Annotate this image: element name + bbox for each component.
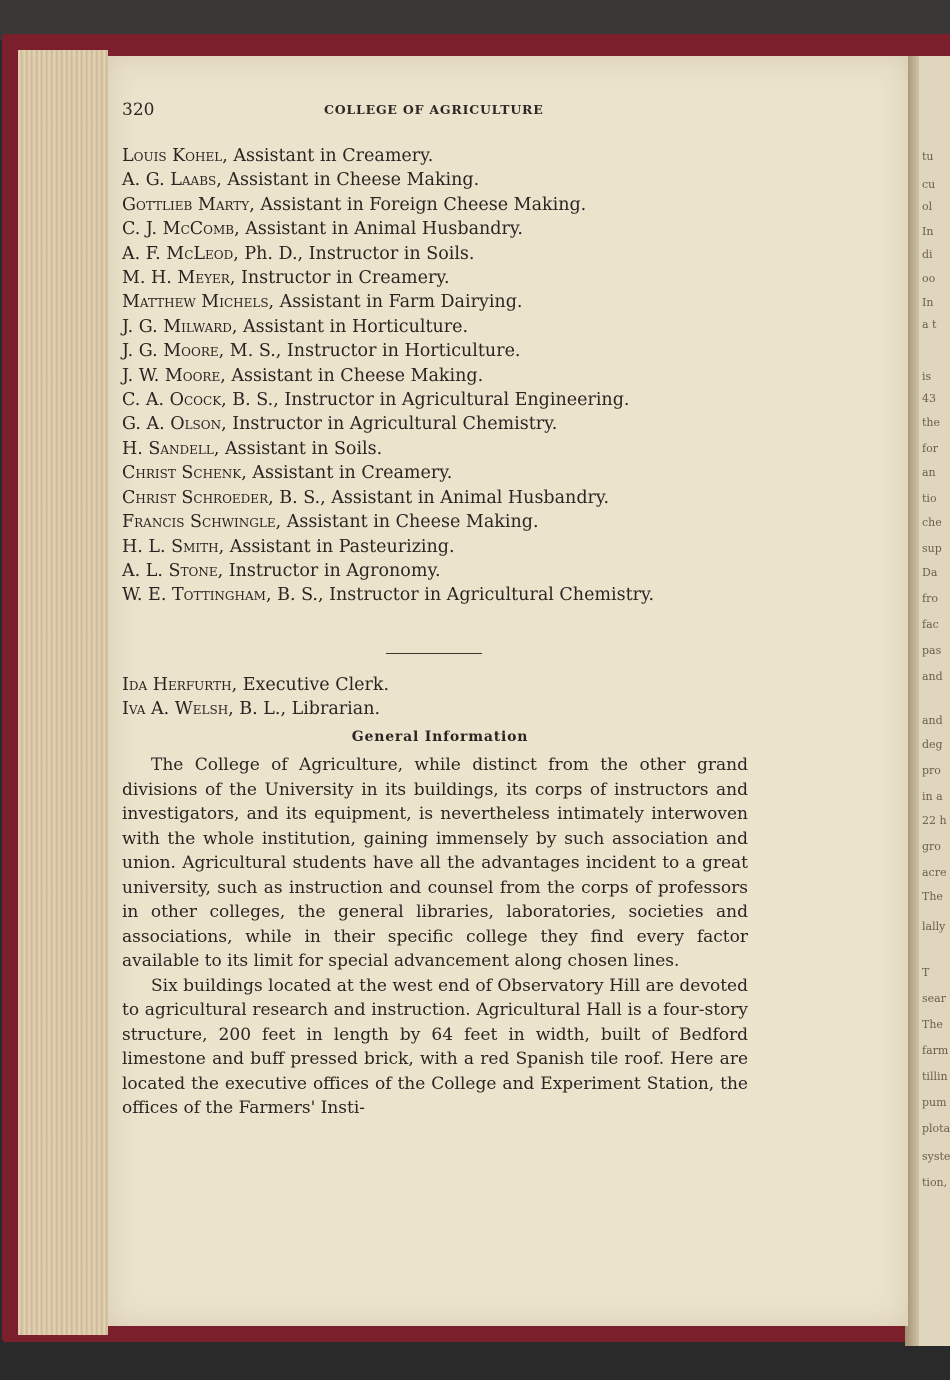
staff-list	[122, 144, 762, 608]
person-title: , Ph. D., Instructor in Soils.	[233, 243, 475, 264]
person-name: C. A. Ocock	[122, 390, 222, 411]
person-name: H. Sandell	[122, 438, 214, 459]
facing-page-fragment: syste	[922, 1150, 950, 1163]
facing-page-fragment: fac	[922, 618, 939, 631]
staff-entry	[122, 388, 762, 412]
person-title: , Assistant in Pasteurizing.	[218, 536, 455, 557]
facing-page-fragment: cu	[922, 178, 936, 191]
facing-page	[919, 56, 950, 1346]
staff-entry	[122, 364, 762, 388]
person-name: Christ Schroeder	[122, 487, 269, 508]
person-name: Louis Kohel	[122, 146, 223, 166]
person-name: J. W. Moore	[122, 365, 221, 386]
person-title: , B. S., Instructor in Agricultural Engineering.	[221, 390, 630, 411]
facing-page-fragment: The	[922, 1018, 943, 1031]
person-title: , Executive Clerk.	[231, 675, 390, 695]
facing-page-fragment: 43	[922, 392, 936, 405]
person-name: M. H. Meyer	[122, 268, 230, 289]
page-number: 320	[122, 100, 155, 120]
facing-page-fragment: Da	[922, 566, 938, 579]
person-name: A. L. Stone	[122, 560, 218, 581]
facing-page-fragment: The	[922, 890, 943, 903]
staff-entry	[122, 266, 762, 290]
staff-entry	[122, 535, 762, 559]
person-title: , Assistant in Horticulture.	[231, 316, 469, 337]
person-title: , B. S., Instructor in Agricultural Chemistry.	[265, 585, 655, 606]
page-edges-left	[18, 50, 108, 1335]
staff-entry	[122, 242, 762, 266]
person-name: Christ Schenk	[122, 463, 242, 484]
staff-entry	[122, 583, 762, 607]
person-title: , Assistant in Cheese Making.	[216, 170, 480, 191]
person-title: , Instructor in Agronomy.	[217, 560, 441, 581]
staff-entry	[122, 217, 762, 241]
facing-page-fragment: In	[922, 225, 934, 238]
facing-page-fragment: di	[922, 248, 933, 261]
person-title: , Assistant in Creamery.	[222, 146, 434, 166]
person-name: J. G. Milward	[122, 316, 232, 337]
person-name: J. G. Moore	[122, 341, 219, 362]
person-name: A. G. Laabs	[122, 170, 217, 191]
staff-entry	[122, 315, 762, 339]
staff-entry	[122, 461, 762, 485]
staff-entry	[122, 697, 389, 721]
staff-entry	[122, 144, 762, 168]
staff-entry	[122, 486, 762, 510]
person-name: Francis Schwingle	[122, 512, 276, 533]
staff-entry	[122, 339, 762, 363]
person-title: , Assistant in Foreign Cheese Making.	[249, 194, 587, 215]
facing-page-fragment: deg	[922, 738, 943, 751]
staff-entry	[122, 290, 762, 314]
facing-page-fragment: tion,	[922, 1176, 948, 1189]
person-name: Gottlieb Marty	[122, 194, 250, 215]
person-name: Ida Herfurth	[122, 675, 232, 695]
facing-page-fragment: sup	[922, 542, 942, 555]
facing-page-fragment: tio	[922, 492, 937, 505]
facing-page-fragment: acre	[922, 866, 947, 879]
body-text	[122, 753, 748, 1121]
person-title: , Assistant in Soils.	[213, 438, 383, 459]
person-name: G. A. Olson	[122, 414, 222, 435]
facing-page-fragment: In	[922, 296, 934, 309]
facing-page-fragment: fro	[922, 592, 938, 605]
person-name: C. J. McComb	[122, 219, 235, 240]
section-title: General Information	[351, 729, 529, 745]
facing-page-fragment: 22 h	[922, 814, 947, 827]
person-title: , Assistant in Farm Dairying.	[268, 292, 523, 313]
running-title: COLLEGE OF AGRICULTURE	[324, 102, 544, 117]
person-title: , Instructor in Agricultural Chemistry.	[221, 414, 558, 435]
person-title: , Assistant in Animal Husbandry.	[234, 219, 523, 240]
facing-page-fragment: for	[922, 442, 938, 455]
staff-entry	[122, 673, 389, 697]
clerk-list	[122, 673, 389, 722]
facing-page-fragment: ol	[922, 200, 933, 213]
person-title: , Assistant in Creamery.	[241, 463, 453, 484]
person-title: , M. S., Instructor in Horticulture.	[218, 341, 521, 362]
person-name: Iva A. Welsh	[122, 699, 229, 720]
facing-page-fragment: an	[922, 466, 936, 479]
facing-page-fragment: T	[922, 966, 930, 979]
person-title: , Instructor in Creamery.	[229, 268, 450, 289]
person-name: A. F. McLeod	[122, 243, 234, 264]
facing-page-fragment: pum	[922, 1096, 947, 1109]
facing-page-fragment: and	[922, 714, 943, 727]
facing-page-fragment: oo	[922, 272, 936, 285]
facing-page-fragment: che	[922, 516, 942, 529]
facing-page-fragment: tillin	[922, 1070, 948, 1083]
facing-page-fragment: in a	[922, 790, 943, 803]
staff-entry	[122, 559, 762, 583]
person-name: W. E. Tottingham	[122, 585, 266, 606]
person-name: Matthew Michels	[122, 292, 269, 313]
person-name: H. L. Smith	[122, 536, 219, 557]
facing-page-fragment: a t	[922, 318, 937, 331]
facing-page-fragment: sear	[922, 992, 946, 1005]
facing-page-fragment: tu	[922, 150, 934, 163]
person-title: , B. S., Assistant in Animal Husbandry.	[268, 487, 610, 508]
staff-entry	[122, 412, 762, 436]
divider-rule	[386, 653, 482, 654]
facing-page-fragment: farm	[922, 1044, 949, 1057]
facing-page-fragment: is	[922, 370, 932, 383]
facing-page-fragment: and	[922, 670, 943, 683]
staff-entry	[122, 437, 762, 461]
facing-page-fragment: gro	[922, 840, 941, 853]
staff-entry	[122, 193, 762, 217]
facing-page-fragment: lally	[922, 920, 946, 933]
facing-page-fragment: plota	[922, 1122, 950, 1135]
person-title: , Assistant in Cheese Making.	[275, 512, 539, 533]
paragraph: Six buildings located at the west end of Observatory Hill are devoted to agricultural research and instruction. Agricultural Hall is a four-story structure, 200 feet in length by 64 feet in width, built of Bedford limestone and buff pressed brick, with a red Spanish tile roof. Here are located the executive offices of the College and Experiment Station, the offices of the Farmers' Insti-	[122, 975, 748, 1118]
paragraph: The College of Agriculture, while distinct from the other grand divisions of the University in its buildings, its corps of instructors and investigators, and its equipment, is nevertheless intimately interwoven with the whole institution, gaining immensely by such association and union. Agricultural students have all the advantages incident to a great university, such as instruction and counsel from the corps of professors in other colleges, the general libraries, laboratories, societies and associations, while in their specific college they find every factor available to its limit for special advancement along chosen lines.	[122, 755, 748, 971]
cover-corner	[905, 34, 950, 56]
facing-page-fragment: pas	[922, 644, 942, 657]
facing-page-fragment: the	[922, 416, 941, 429]
staff-entry	[122, 168, 762, 192]
person-title: , Assistant in Cheese Making.	[220, 365, 484, 386]
person-title: , B. L., Librarian.	[228, 699, 381, 720]
facing-page-fragment: pro	[922, 764, 941, 777]
staff-entry	[122, 510, 762, 534]
